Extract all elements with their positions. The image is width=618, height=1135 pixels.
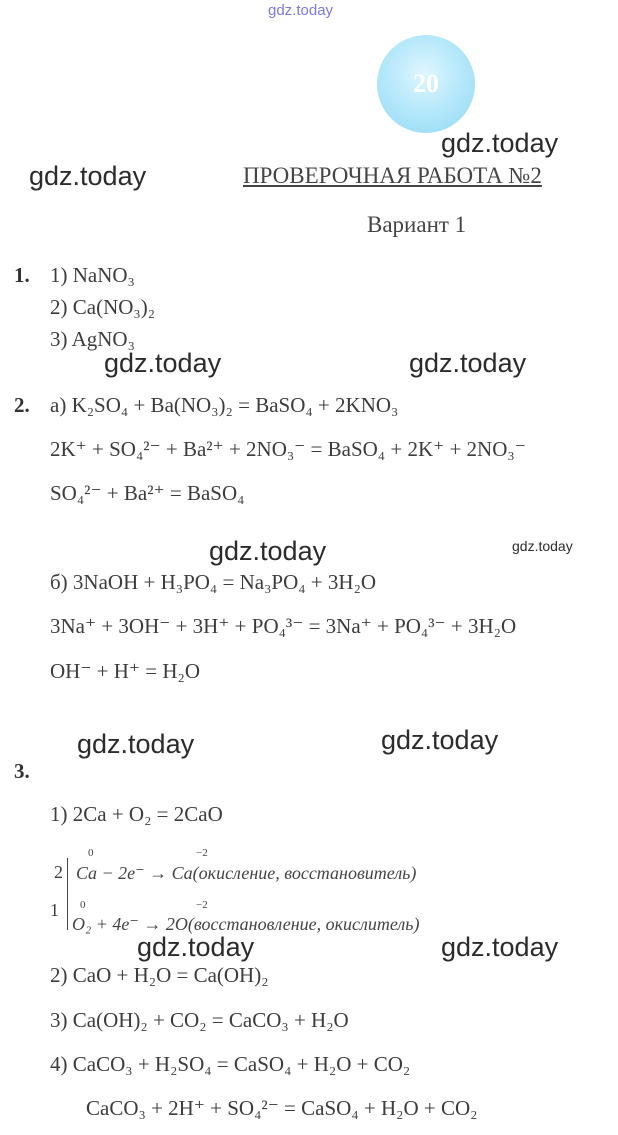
oxidation-state: 0 [80, 899, 86, 911]
equation: 3Na⁺ + 3OH⁻ + 3H⁺ + PO₄³⁻ = 3Na⁺ + PO₄³⁻ + 3H₂O [50, 614, 517, 638]
watermark: gdz.today [209, 536, 327, 566]
watermark-top: gdz.today [268, 2, 334, 19]
task-number: 1. [14, 263, 30, 287]
equation: CaCO₃ + 2H⁺ + SO₄²⁻ = CaSO₄ + H₂O + CO₂ [86, 1096, 478, 1120]
answer-item: 3) AgNO₃ [50, 327, 135, 351]
equation: 2) CaO + H₂O = Ca(OH)₂ [50, 963, 269, 987]
watermark: gdz.today [441, 932, 559, 962]
page-number-badge: 20 [377, 35, 475, 133]
task-number: 2. [14, 393, 30, 417]
half-reaction: O₂ + 4e⁻ → 2O(восстановление, окислитель) [72, 914, 420, 934]
balance-coefficient: 1 [50, 900, 59, 920]
equation: б) 3NaOH + H₃PO₄ = Na₃PO₄ + 3H₂O [50, 570, 377, 594]
equation: а) K₂SO₄ + Ba(NO₃)₂ = BaSO₄ + 2KNO₃ [50, 393, 399, 417]
equation: SO₄²⁻ + Ba²⁺ = BaSO₄ [50, 481, 245, 505]
oxidation-state: 0 [88, 847, 94, 859]
watermark: gdz.today [441, 128, 559, 158]
equation: 3) Ca(OH)₂ + CO₂ = CaCO₃ + H₂O [50, 1008, 349, 1032]
page-title: ПРОВЕРОЧНАЯ РАБОТА №2 [243, 163, 542, 188]
equation: 1) 2Ca + O₂ = 2CaO [50, 802, 223, 826]
equation: 4) CaCO₃ + H₂SO₄ = CaSO₄ + H₂O + CO₂ [50, 1052, 411, 1076]
balance-coefficient: 2 [54, 862, 63, 882]
watermark: gdz.today [409, 348, 527, 378]
watermark: gdz.today [77, 729, 195, 759]
watermark: gdz.today [29, 161, 147, 191]
watermark: gdz.today [137, 932, 255, 962]
answer-item: 1) NaNO₃ [50, 263, 135, 287]
variant-label: Вариант 1 [367, 212, 467, 237]
oxidation-state: −2 [196, 847, 208, 859]
watermark: gdz.today [512, 538, 573, 554]
equation: 2K⁺ + SO₄²⁻ + Ba²⁺ + 2NO₃⁻ = BaSO₄ + 2K⁺ + 2NO₃⁻ [50, 437, 526, 461]
watermark: gdz.today [381, 725, 499, 755]
answer-item: 2) Ca(NO₃)₂ [50, 295, 156, 319]
equation: OH⁻ + H⁺ = H₂O [50, 659, 201, 683]
balance-divider [67, 858, 68, 930]
watermark: gdz.today [104, 348, 222, 378]
oxidation-state: −2 [196, 899, 208, 911]
half-reaction: Ca − 2e⁻ → Ca(окисление, восстановитель) [76, 863, 417, 883]
task-number: 3. [14, 759, 30, 783]
